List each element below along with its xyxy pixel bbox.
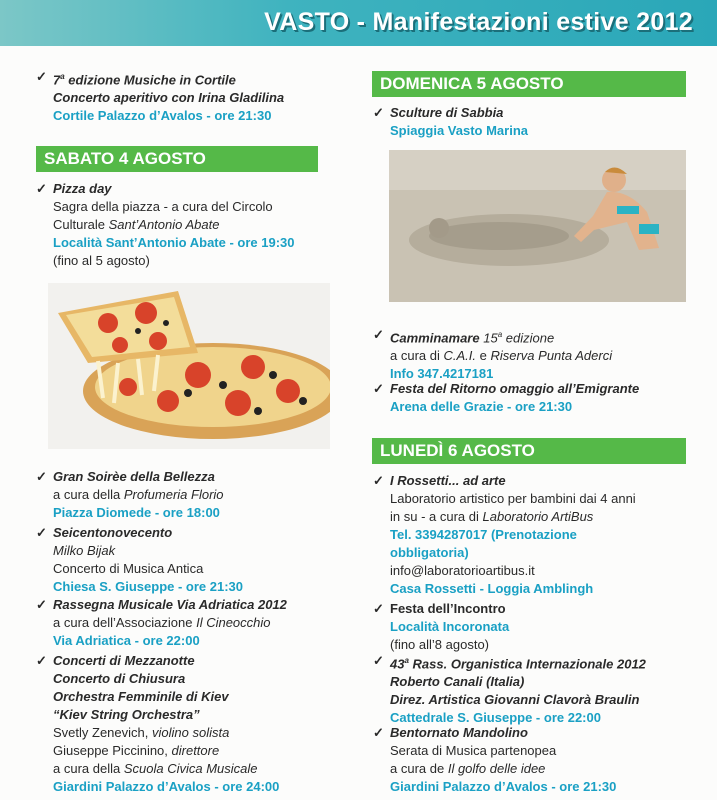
- event-gran-soiree: ✓ Gran Soirèe della Bellezza a cura della Profumeria Florio Piazza Diomede - ore 18:00: [36, 469, 224, 520]
- event-location: Piazza Diomede - ore 18:00: [53, 505, 220, 520]
- event-location: Via Adriatica - ore 22:00: [53, 633, 200, 648]
- check-icon: ✓: [36, 597, 47, 612]
- event-email: info@laboratorioartibus.it: [390, 563, 535, 578]
- check-icon: ✓: [373, 381, 384, 396]
- event-location: Chiesa S. Giuseppe - ore 21:30: [53, 579, 244, 594]
- event-location: Giardini Palazzo d’Avalos - ore 21:30: [390, 779, 617, 794]
- check-icon: ✓: [373, 653, 384, 668]
- event-camminamare: ✓ Camminamare 15$^a$ edizione a cura di C.A.I. e Riserva Punta Aderci Info 347.4217181: [373, 327, 613, 382]
- check-icon: ✓: [373, 601, 384, 616]
- event-sculture-sabbia: ✓ Sculture di Sabbia Spiaggia Vasto Marina: [373, 105, 528, 138]
- check-icon: ✓: [36, 469, 47, 484]
- event-location: Cortile Palazzo d’Avalos - ore 21:30: [53, 108, 272, 124]
- event-location: Giardini Palazzo d’Avalos - ore 24:00: [53, 779, 280, 794]
- check-icon: ✓: [373, 327, 384, 342]
- event-location: Località Incoronata: [390, 619, 510, 634]
- event-musiche-in-cortile: ✓ 7$^a$ edizione Musiche in Cortile Concerto aperitivo con Irina Gladilina Cortile Palazzo d’Avalos - ore 21:30: [36, 69, 285, 124]
- page-title: VASTO - Manifestazioni estive 2012: [264, 8, 693, 36]
- event-pizza-day: ✓ Pizza day Sagra della piazza - a cura del Circolo Culturale Sant’Antonio Abate Località Sant’Antonio Abate - ore 19:30 (fino al 5 agosto): [36, 181, 295, 268]
- check-icon: ✓: [36, 653, 47, 668]
- event-location: Cattedrale S. Giuseppe - ore 22:00: [390, 710, 601, 726]
- check-icon: ✓: [373, 105, 384, 120]
- check-icon: ✓: [373, 473, 384, 488]
- day-header-sabato: SABATO 4 AGOSTO: [36, 146, 318, 172]
- check-icon: ✓: [36, 525, 47, 540]
- event-bentornato-mandolino: ✓ Bentornato Mandolino Serata di Musica partenopea a cura de Il golfo delle idee Giardini Palazzo d’Avalos - ore 21:30: [373, 725, 617, 794]
- check-icon: ✓: [36, 181, 47, 196]
- day-header-lunedi: LUNEDÌ 6 AGOSTO: [372, 438, 686, 464]
- event-festa-ritorno: ✓ Festa del Ritorno omaggio all’Emigrante Arena delle Grazie - ore 21:30: [373, 381, 640, 414]
- event-info-phone: Info 347.4217181: [390, 366, 494, 382]
- event-concerti-mezzanotte: ✓ Concerti di Mezzanotte Concerto di Chiusura Orchestra Femminile di Kiev “Kiev String Orchestra” Svetly Zenevich, violino solista Giuseppe Piccinino, direttore a cura della Scuola Civica Musicale Giardini Palazzo d’Avalos - ore 24:00: [36, 653, 280, 794]
- sand-sculpture-photo: [389, 150, 686, 302]
- pizza-photo: [48, 283, 330, 449]
- event-rassegna-organistica: ✓ 43$^a$ Rass. Organistica Internazionale 2012 Roberto Canali (Italia) Direz. Artistica Giovanni Clavorà Braulin Cattedrale S. Giuseppe - ore 22:00: [373, 653, 646, 726]
- event-location: Spiaggia Vasto Marina: [390, 123, 528, 138]
- check-icon: ✓: [373, 725, 384, 740]
- event-location: Arena delle Grazie - ore 21:30: [390, 399, 573, 414]
- day-header-domenica: DOMENICA 5 AGOSTO: [372, 71, 686, 97]
- event-seicentonovecento: ✓ Seicentonovecento Milko Bijak Concerto di Musica Antica Chiesa S. Giuseppe - ore 21:30: [36, 525, 244, 594]
- event-festa-incontro: ✓ Festa dell’Incontro Località Incoronata (fino all’8 agosto): [373, 601, 510, 652]
- event-location: Casa Rossetti - Loggia Amblingh: [390, 581, 594, 596]
- event-rassegna-musicale: ✓ Rassegna Musicale Via Adriatica 2012 a cura dell’Associazione Il Cineocchio Via Adriatica - ore 22:00: [36, 597, 287, 648]
- check-icon: ✓: [36, 69, 47, 84]
- event-rossetti-ad-arte: ✓ I Rossetti... ad arte Laboratorio artistico per bambini dai 4 anni in su - a cura di Laboratorio ArtiBus Tel. 3394287017 (Prenotazione obbligatoria) info@laboratorioartibus.it Casa Rossetti - Loggia Amblingh: [373, 473, 636, 596]
- title-banner: [0, 0, 717, 46]
- event-phone: Tel. 3394287017 (Prenotazione: [390, 527, 577, 542]
- event-location: Località Sant’Antonio Abate - ore 19:30: [53, 235, 295, 250]
